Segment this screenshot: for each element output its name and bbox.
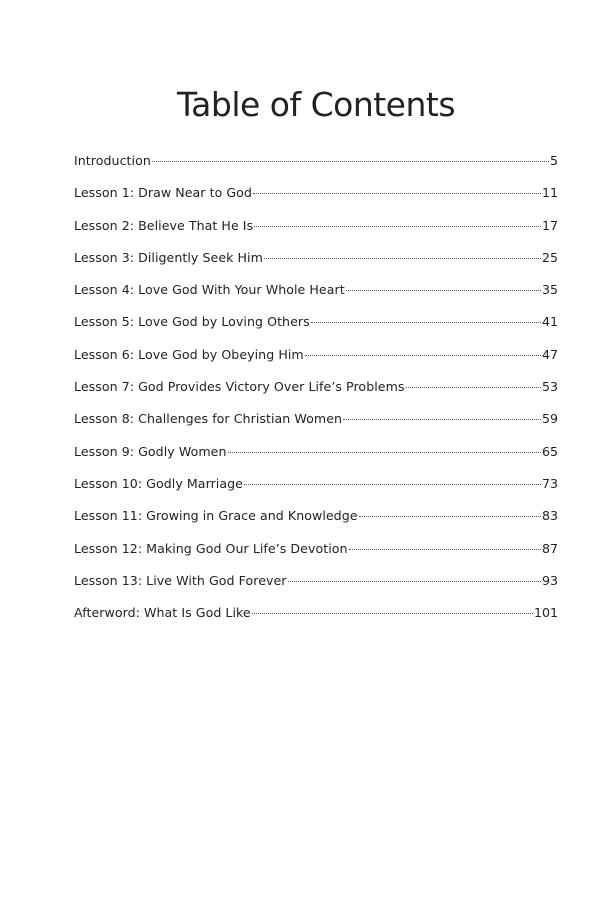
toc-entry-title: Lesson 5: Love God by Loving Others [74, 314, 310, 330]
toc-entry-title: Lesson 13: Live With God Forever [74, 572, 287, 588]
dot-leader [244, 484, 541, 485]
toc-entry [74, 247, 558, 279]
toc-entry-page: 59 [541, 411, 558, 427]
toc-entry-page: 35 [541, 282, 558, 298]
toc-entry-title: Afterword: What Is God Like [74, 605, 251, 621]
dot-leader [311, 322, 541, 323]
toc-entry-page: 11 [541, 185, 558, 201]
toc-entry-page: 41 [541, 314, 558, 330]
toc-entry-page: 65 [541, 443, 558, 459]
toc-entry-title: Lesson 7: God Provides Victory Over Life’s Problems [74, 379, 405, 395]
toc-entry [74, 344, 558, 376]
toc-entry [74, 505, 558, 537]
toc-entry-title: Lesson 10: Godly Marriage [74, 475, 243, 491]
toc-entry [74, 279, 558, 311]
dot-leader [288, 581, 541, 582]
toc-entry [74, 182, 558, 214]
toc-entry-title: Lesson 9: Godly Women [74, 443, 227, 459]
toc-entry [74, 602, 558, 634]
table-of-contents [74, 150, 558, 634]
dot-leader [349, 549, 541, 550]
toc-entry [74, 376, 558, 408]
toc-entry-title: Lesson 8: Challenges for Christian Women [74, 411, 343, 427]
toc-entry [74, 215, 558, 247]
toc-entry-page: 53 [541, 379, 558, 395]
toc-entry-page: 25 [541, 249, 558, 265]
dot-leader [406, 387, 541, 388]
toc-entry-page: 47 [541, 346, 558, 362]
toc-entry [74, 311, 558, 343]
dot-leader [254, 226, 541, 227]
toc-entry-page: 101 [533, 605, 558, 621]
toc-entry [74, 538, 558, 570]
toc-entry-title: Lesson 3: Diligently Seek Him [74, 249, 263, 265]
toc-entry-page: 73 [541, 475, 558, 491]
toc-entry-page: 17 [541, 217, 558, 233]
dot-leader [359, 516, 541, 517]
toc-entry-page: 87 [541, 540, 558, 556]
dot-leader [346, 290, 541, 291]
toc-entry-title: Lesson 4: Love God With Your Whole Heart [74, 282, 345, 298]
toc-entry [74, 408, 558, 440]
dot-leader [305, 355, 541, 356]
dot-leader [152, 161, 549, 162]
dot-leader [228, 452, 541, 453]
toc-entry [74, 441, 558, 473]
toc-entry-title: Lesson 1: Draw Near to God [74, 185, 252, 201]
toc-entry-title: Lesson 12: Making God Our Life’s Devotion [74, 540, 348, 556]
toc-entry-page: 93 [541, 572, 558, 588]
dot-leader [252, 613, 533, 614]
toc-entry [74, 150, 558, 182]
dot-leader [264, 258, 541, 259]
toc-entry [74, 473, 558, 505]
toc-entry-title: Lesson 2: Believe That He Is [74, 217, 254, 233]
toc-entry-page: 5 [549, 153, 558, 168]
toc-entry-title: Introduction [74, 153, 151, 168]
toc-entry-page: 83 [541, 508, 558, 524]
toc-entry-title: Lesson 6: Love God by Obeying Him [74, 346, 304, 362]
page-title: Table of Contents [176, 85, 456, 124]
toc-entry [74, 570, 558, 602]
dot-leader [253, 193, 541, 194]
toc-entry-title: Lesson 11: Growing in Grace and Knowledge [74, 508, 358, 524]
dot-leader [343, 419, 541, 420]
